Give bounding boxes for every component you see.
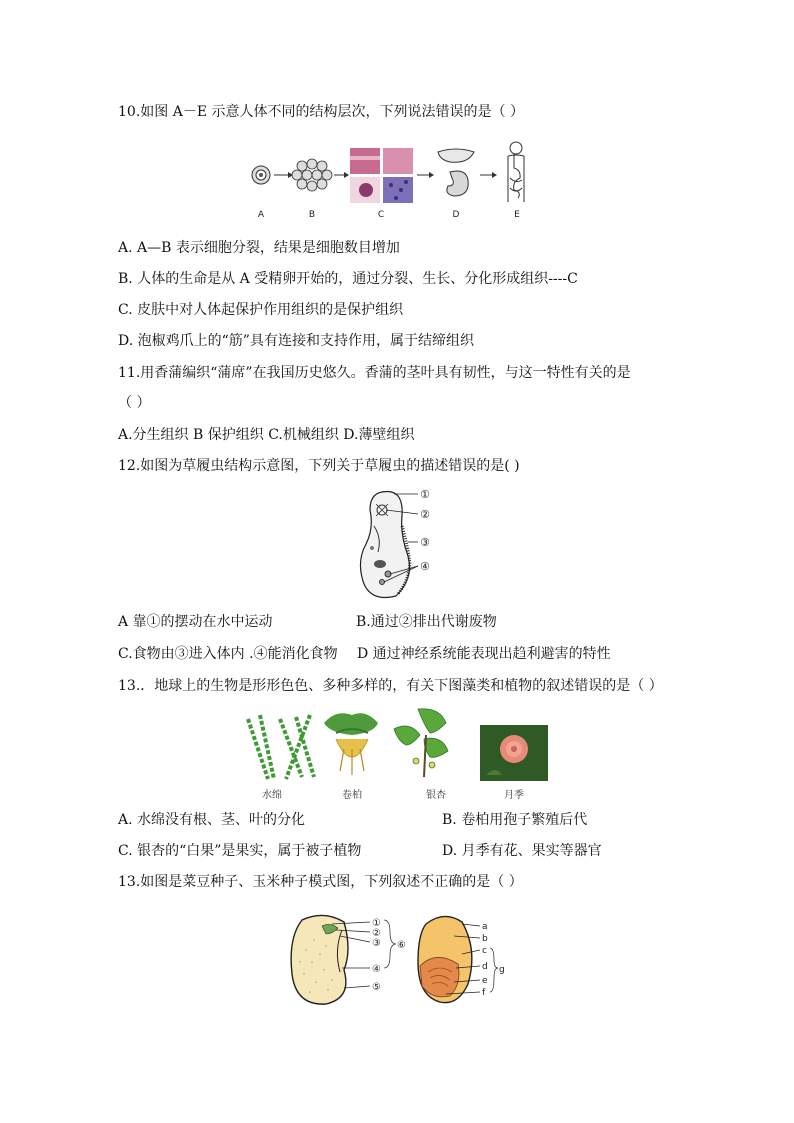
bean-label-6: ⑥ [397,940,406,951]
q11-stem: 11.用香蒲编织“蒲席”在我国历史悠久。香蒲的茎叶具有韧性，与这一特性有关的是 [118,365,631,381]
q10-organ-icons [438,149,474,196]
selaginella-image [324,713,378,775]
q12-option-c: C.食物由③进入体内 .④能消化食物 [118,646,338,662]
q13b-seeds-figure [286,910,506,1010]
q13a-caption-3: 银杏 [426,790,446,801]
corn-label-c: c [482,946,487,956]
bean-label-3: ③ [372,938,381,949]
q10-stem: 10.如图 A－E 示意人体不同的结构层次，下列说法错误的是（ ） [118,104,524,120]
q12-label-4: ④ [420,560,430,573]
q13a-caption-1: 水绵 [262,790,282,801]
q10-option-d: D. 泡椒鸡爪上的“筋”具有连接和支持作用，属于结缔组织 [118,333,474,349]
corn-label-g: g [499,965,505,975]
q12-option-b: B.通过②排出代谢废物 [356,614,497,630]
q12-stem: 12.如图为草履虫结构示意图，下列关于草履虫的描述错误的是( ) [118,458,520,474]
q10-label-c: C [377,210,385,220]
q12-option-d: D 通过神经系统能表现出趋利避害的特性 [357,646,611,662]
q13a-option-a: A. 水绵没有根、茎、叶的分化 [118,812,306,828]
q10-label-a: A [257,210,265,220]
corn-seed-image [418,916,472,1002]
q13a-caption-2: 卷柏 [342,790,362,801]
corn-label-d: d [482,962,488,972]
q12-label-3: ③ [420,536,430,549]
corn-label-f: f [482,988,486,998]
q10-label-e: E [514,210,520,220]
q11-paren: （ ） [118,395,151,411]
q10-option-a: A. A—B 表示细胞分裂，结果是细胞数目增加 [118,240,400,256]
bean-label-5: ⑤ [372,982,381,993]
q12-option-a: A 靠①的摆动在水中运动 [118,614,273,630]
q10-label-d: D [452,210,460,220]
q10-label-b: B [308,210,316,220]
q11-options: A.分生组织 B 保护组织 C.机械组织 D.薄壁组织 [118,427,415,443]
rose-image [480,725,548,781]
q10-option-b: B. 人体的生命是从 A 受精卵开始的，通过分裂、生长、分化形成组织----C [118,271,578,287]
bean-label-4: ④ [372,964,381,975]
bean-label-1: ① [372,918,381,929]
q12-paramecium-figure [352,486,442,604]
q10-structure-levels-figure [246,138,546,222]
bean-seed-image [291,915,348,1004]
q10-cell-icon [252,166,270,184]
q13a-option-b: B. 卷柏用孢子繁殖后代 [442,812,588,828]
corn-label-e: e [482,976,488,986]
q10-tissue-images [350,148,413,203]
q12-label-1: ① [420,488,430,501]
q10-cell-cluster-icon [292,159,332,191]
ginkgo-image [394,709,448,777]
q10-system-icon [508,142,524,202]
corn-label-a: a [482,922,488,932]
q13a-caption-4: 月季 [504,790,524,801]
q12-label-2: ② [420,508,430,521]
q13a-stem: 13.．地球上的生物是形形色色、多种多样的，有关下图藻类和植物的叙述错误的是（ ） [118,678,663,694]
corn-label-b: b [482,934,488,944]
q13a-option-d: D. 月季有花、果实等器官 [442,843,602,859]
q13a-option-c: C. 银杏的“白果”是果实，属于被子植物 [118,843,362,859]
q13b-stem: 13.如图是菜豆种子、玉米种子模式图，下列叙述不正确的是（ ） [118,874,523,890]
spirogyra-image [248,715,314,779]
bean-label-2: ② [372,928,381,939]
q13a-plants-figure [240,705,560,783]
q10-option-c: C. 皮肤中对人体起保护作用组织的是保护组织 [118,302,404,318]
